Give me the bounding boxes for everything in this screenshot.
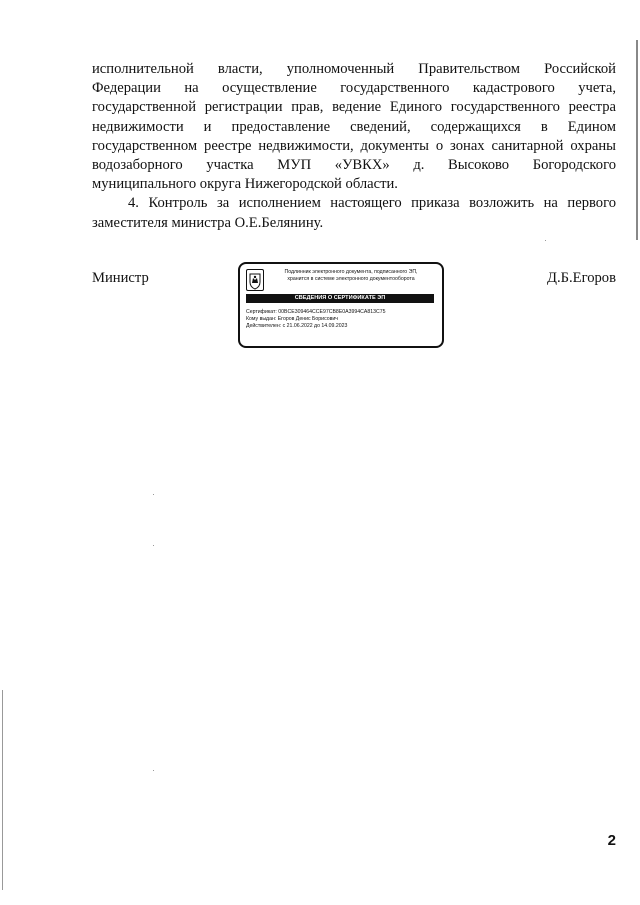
stamp-certificate: Сертификат: 00BCE309464CCE97CB8E0A3994CA813C75 [246,309,386,315]
stamp-title: СВЕДЕНИЯ О СЕРТИФИКАТЕ ЭП [246,294,434,303]
signatory-position: Министр [92,270,149,286]
electronic-signature-stamp [238,262,444,348]
paragraph-3-line: государственной регистрации прав, ведение Единого государственного реестра [92,99,616,116]
signatory-name: Д.Б.Егоров [547,270,616,286]
stamp-issued-to: Кому выдан: Егоров Денис Борисович [246,316,338,322]
stamp-header-line: хранится в системе электронного документооборота [287,276,415,282]
signature-block [92,262,616,352]
scan-speck [153,770,154,771]
paragraph-3-line: недвижимости и предоставление сведений, содержащихся в Едином [92,118,616,135]
stamp-header [266,269,436,283]
paragraph-3-line: Федерации на осуществление государственного кадастрового учета, [92,80,616,97]
scan-edge-mark-left-bottom [2,690,3,890]
scan-speck [153,545,154,546]
scan-speck [545,240,546,241]
page-number: 2 [607,832,616,849]
scan-speck [153,494,154,495]
paragraph-3-line: государственном реестре недвижимости, документы о зонах санитарной охраны [92,137,616,154]
paragraph-3-line: муниципального округа Нижегородской области. [92,176,398,193]
coat-of-arms-icon [246,269,264,291]
paragraph-4-line: заместителя министра О.Е.Белянину. [92,214,324,231]
paragraph-3-line: водозаборного участка МУП «УВКХ» д. Высоково Богородского [92,157,616,174]
paragraph-3-line: исполнительной власти, уполномоченный Правительством Российской [92,61,616,77]
stamp-details [246,309,436,330]
stamp-validity: Действителен: с 21.06.2022 до 14.09.2023 [246,323,348,329]
scan-edge-mark-right-top [636,40,638,240]
paragraph-4-line: 4. Контроль за исполнением настоящего приказа возложить на первого [128,195,616,212]
document-body [92,60,616,233]
stamp-header-line: Подлинник электронного документа, подписанного ЭП, [284,269,418,275]
